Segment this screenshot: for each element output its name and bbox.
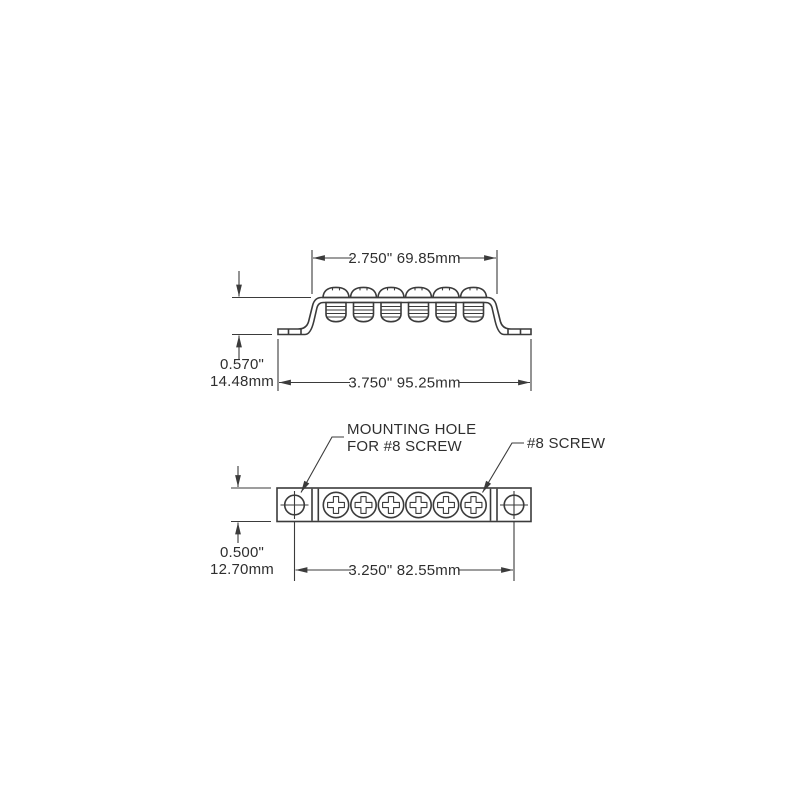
- callout-mounting-hole-line2: FOR #8 SCREW: [347, 438, 462, 455]
- side-view: [210, 250, 531, 392]
- leader-line: [483, 443, 525, 493]
- terminal-screw-plan-5: [433, 492, 458, 517]
- screw-dome-head: [323, 287, 349, 297]
- screw-dome-head: [351, 287, 377, 297]
- screw-dome-head: [461, 287, 487, 297]
- terminal-screw-plan-1: [323, 492, 348, 517]
- terminal-screw-side-4: [406, 287, 432, 321]
- dim-overall-width-text: 3.750" 95.25mm: [348, 374, 461, 392]
- extension-lines: [231, 488, 271, 522]
- screw-shank: [326, 303, 346, 322]
- screw-dome-head: [433, 287, 459, 297]
- terminal-screw-plan-3: [378, 492, 403, 517]
- terminal-screw-side-1: [323, 287, 349, 321]
- plan-view: [210, 421, 606, 581]
- callout-screw-text: #8 SCREW: [527, 435, 606, 452]
- dimension-hole-spacing: [295, 521, 515, 581]
- screw-shank: [409, 303, 429, 322]
- terminal-screw-side-6: [461, 287, 487, 321]
- busbar-bracket-profile: [278, 298, 531, 335]
- dim-height-inches-text: 0.570": [219, 356, 265, 373]
- terminal-screw-side-5: [433, 287, 459, 321]
- terminal-screw-side-3: [378, 287, 404, 321]
- screw-shank: [436, 303, 456, 322]
- callout-mounting-hole-line1: MOUNTING HOLE: [347, 421, 477, 438]
- dimension-overall-width: [278, 339, 531, 392]
- terminal-screw-plan-2: [351, 492, 376, 517]
- screw-shank: [381, 303, 401, 322]
- terminal-screw-side-2: [351, 287, 377, 321]
- screw-dome-head: [406, 287, 432, 297]
- dim-top-span-text: 2.750" 69.85mm: [348, 250, 461, 267]
- callout-mounting-hole: [301, 421, 476, 493]
- dim-hole-spacing-text: 3.250" 82.55mm: [348, 562, 461, 579]
- callout-screw: [483, 435, 606, 493]
- terminal-screw-plan-6: [461, 492, 486, 517]
- dimension-plan-height: [210, 466, 274, 578]
- dim-plan-height-metric-text: 12.70mm: [210, 561, 274, 578]
- dim-plan-height-inches-text: 0.500": [219, 544, 265, 561]
- dim-height-metric-text: 14.48mm: [210, 373, 274, 390]
- terminal-screw-plan-4: [406, 492, 431, 517]
- leader-line: [301, 437, 344, 493]
- flange-hole-ticks: [289, 329, 521, 335]
- screw-shank: [464, 303, 484, 322]
- screw-shank: [354, 303, 374, 322]
- screw-dome-head: [378, 287, 404, 297]
